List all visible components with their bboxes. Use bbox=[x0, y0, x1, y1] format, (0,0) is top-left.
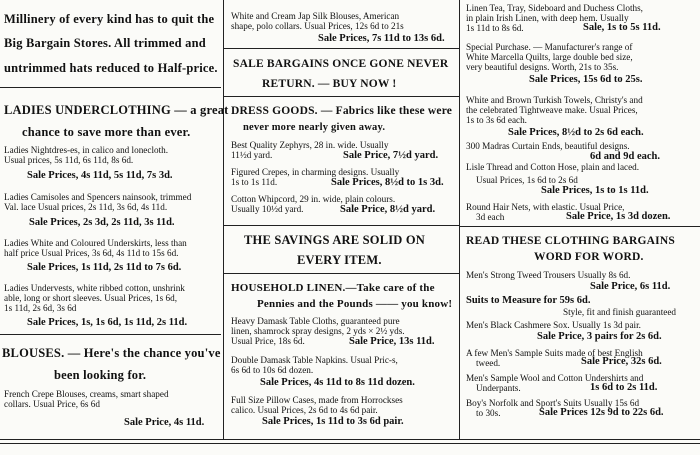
jap-silk-text-2: shape, polo collars. Usual Prices, 12s 6d to 21s bbox=[231, 21, 404, 31]
millinery-line-1: Millinery of every kind has to quit the bbox=[4, 12, 215, 26]
household-heading-2: Pennies and the Pounds —— you know! bbox=[257, 298, 453, 310]
french-crepe-text-1: French Crepe Blouses, creams, smart shaped bbox=[4, 389, 169, 399]
zephyrs-text-2: 11½d yard. bbox=[231, 150, 273, 160]
millinery-line-2: Big Bargain Stores. All trimmed and bbox=[4, 36, 206, 50]
jap-silk-sale-price: Sale Prices, 7s 11d to 13s 6d. bbox=[318, 33, 445, 44]
special-purchase-text-2: White Marcella Quilts, large double bed size, bbox=[466, 52, 633, 62]
millinery-line-3: untrimmed hats reduced to Half-price. bbox=[4, 61, 218, 75]
lisle-text-1: Lisle Thread and Cotton Hose, plain and laced. bbox=[466, 162, 640, 172]
pillow-cases-text-1: Full Size Pillow Cases, made from Horrockses bbox=[231, 395, 403, 405]
suits-offer: Suits to Measure for 59s 6d. bbox=[466, 295, 591, 306]
pillow-cases-sale-price: Sale Prices, 1s 11d to 3s 6d pair. bbox=[262, 416, 404, 427]
underskirts-sale-price: Sale Prices, 1s 11d, 2s 11d to 7s 6d. bbox=[27, 262, 182, 273]
damask-cloths-sale-price: Sale Price, 13s 11d. bbox=[349, 336, 435, 347]
bottom-rule-bottom bbox=[0, 443, 700, 444]
camisoles-text-1: Ladies Camisoles and Spencers nainsook, trimmed bbox=[4, 192, 192, 202]
madras-text: 300 Madras Curtain Ends, beautiful designs. bbox=[466, 141, 630, 151]
suits-note: Style, fit and finish guaranteed bbox=[563, 307, 677, 317]
section-divider bbox=[0, 334, 221, 335]
column-rule-left bbox=[223, 0, 224, 440]
lisle-text-2: Usual Prices, 1s 6d to 2s 6d bbox=[476, 175, 578, 185]
zephyrs-text-1: Best Quality Zephyrs, 28 in. wide. Usually bbox=[231, 140, 389, 150]
sample-suits-text-1: A few Men's Sample Suits made of best English bbox=[466, 348, 643, 358]
whipcord-text-1: Cotton Whipcord, 29 in. wide, plain colours. bbox=[231, 194, 396, 204]
undervests-text-2: able, long or short sleeves. Usual Prices, 1s 6d, bbox=[4, 293, 178, 303]
linen-tea-text-2: in plain Irish Linen, with deep hem. Usually bbox=[466, 13, 629, 23]
cashmere-text: Men's Black Cashmere Sox. Usually 1s 3d pair. bbox=[466, 320, 641, 330]
section-divider bbox=[460, 226, 700, 227]
underclothing-heading-2: chance to save more than ever. bbox=[22, 125, 191, 139]
underclothing-heading-1: LADIES UNDERCLOTHING — a great bbox=[4, 103, 229, 117]
section-divider bbox=[0, 87, 221, 88]
tweed-sale-price: Sale Price, 6s 11d. bbox=[590, 281, 671, 292]
nightdresses-sale-price: Sale Prices, 4s 11d, 5s 11d, 7s 3d. bbox=[27, 170, 173, 181]
undervests-sale-price: Sale Prices, 1s, 1s 6d, 1s 11d, 2s 11d. bbox=[27, 317, 188, 328]
crepes-text-1: Figured Crepes, in charming designs. Usually bbox=[231, 167, 400, 177]
banner-sale-bargains-2: RETURN. — BUY NOW ! bbox=[262, 78, 397, 90]
read-bargains-heading-2: WORD FOR WORD. bbox=[534, 251, 644, 263]
household-heading-1: HOUSEHOLD LINEN.—Take care of the bbox=[231, 282, 435, 294]
cashmere-sale-price: Sale Price, 3 pairs for 2s 6d. bbox=[537, 331, 662, 342]
napkins-text-1: Double Damask Table Napkins. Usual Pric-s, bbox=[231, 355, 398, 365]
whipcord-sale-price: Sale Price, 8½d yard. bbox=[340, 204, 436, 215]
section-divider bbox=[224, 273, 459, 274]
towels-text-3: 1s to 3s 6d each. bbox=[466, 115, 527, 125]
towels-text-2: the celebrated Tightweave make. Usual Prices, bbox=[466, 105, 638, 115]
sample-suits-sale-price: Sale Price, 32s 6d. bbox=[581, 356, 662, 367]
undervests-text-3: 1s 11d, 2s 6d, 3s 6d bbox=[4, 303, 77, 313]
underskirts-text-1: Ladies White and Coloured Underskirts, less than bbox=[4, 238, 187, 248]
dress-goods-heading-1: DRESS GOODS. — Fabrics like these were bbox=[231, 105, 453, 117]
section-divider bbox=[224, 96, 459, 97]
special-purchase-text-3: very beautiful designs. Worth, 21s to 35s. bbox=[466, 62, 619, 72]
blouses-heading-2: been looking for. bbox=[54, 368, 147, 382]
sample-suits-text-2: tweed. bbox=[476, 358, 501, 368]
wool-undershirts-sale-price: 1s 6d to 2s 11d. bbox=[590, 382, 658, 393]
damask-cloths-text-2: linen, shamrock spray designs, 2 yds × 2½ yds. bbox=[231, 326, 405, 336]
undervests-text-1: Ladies Undervests, white ribbed cotton, unshrink bbox=[4, 283, 185, 293]
boys-suits-text-2: to 30s. bbox=[476, 408, 501, 418]
hair-nets-text-2: 3d each bbox=[476, 212, 505, 222]
zephyrs-sale-price: Sale Price, 7½d yard. bbox=[343, 150, 439, 161]
crepes-sale-price: Sale Prices, 8½d to 1s 3d. bbox=[331, 177, 444, 188]
camisoles-text-2: Val. lace Usual prices, 2s 11d, 3s 6d, 4s 11d. bbox=[4, 202, 168, 212]
nightdresses-text-1: Ladies Nightdres-es, in calico and lonecloth. bbox=[4, 145, 169, 155]
pillow-cases-text-2: calico. Usual Prices, 2s 6d to 4s 6d pair. bbox=[231, 405, 378, 415]
napkins-sale-price: Sale Prices, 4s 11d to 8s 11d dozen. bbox=[260, 377, 415, 388]
jap-silk-text-1: White and Cream Jap Silk Blouses, American bbox=[231, 11, 400, 21]
damask-cloths-text-3: Usual Price, 18s 6d. bbox=[231, 336, 305, 346]
boys-suits-sale-price: Sale Prices 12s 9d to 22s 6d. bbox=[539, 407, 664, 418]
column-rule-right bbox=[459, 0, 460, 440]
underskirts-text-2: half price Usual Prices, 3s 6d, 4s 11d to 15s 6d. bbox=[4, 248, 179, 258]
special-purchase-sale-price: Sale Prices, 15s 6d to 25s. bbox=[529, 74, 643, 85]
tweed-text: Men's Strong Tweed Trousers Usually 8s 6d. bbox=[466, 270, 631, 280]
damask-cloths-text-1: Heavy Damask Table Cloths, guaranteed pure bbox=[231, 316, 400, 326]
blouses-heading-1: BLOUSES. — Here's the chance you've bbox=[2, 346, 221, 360]
french-crepe-text-2: collars. Usual Price, 6s 6d bbox=[4, 399, 100, 409]
read-bargains-heading-1: READ THESE CLOTHING BARGAINS bbox=[466, 235, 675, 247]
lisle-sale-price: Sale Prices, 1s to 1s 11d. bbox=[541, 185, 649, 196]
section-divider bbox=[224, 48, 459, 49]
whipcord-text-2: Usually 10½d yard. bbox=[231, 204, 304, 214]
dress-goods-heading-2: never more nearly given away. bbox=[243, 122, 386, 133]
hair-nets-sale-price: Sale Price, 1s 3d dozen. bbox=[566, 211, 671, 222]
towels-sale-price: Sale Prices, 8½d to 2s 6d each. bbox=[508, 127, 644, 138]
madras-sale-price: 6d and 9d each. bbox=[590, 151, 661, 162]
linen-tea-text-1: Linen Tea, Tray, Sideboard and Duchess Cloths, bbox=[466, 3, 643, 13]
hair-nets-text-1: Round Hair Nets, with elastic. Usual Price, bbox=[466, 202, 625, 212]
towels-text-1: White and Brown Turkish Towels, Christy's and bbox=[466, 95, 643, 105]
nightdresses-text-2: Usual prices, 5s 11d, 6s 11d, 8s 6d. bbox=[4, 155, 134, 165]
crepes-text-2: 1s to 1s 11d. bbox=[231, 177, 278, 187]
banner-sale-bargains-1: SALE BARGAINS ONCE GONE NEVER bbox=[233, 58, 449, 70]
wool-undershirts-text-2: Underpants. bbox=[476, 383, 521, 393]
special-purchase-text-1: Special Purchase. — Manufacturer's range of bbox=[466, 42, 633, 52]
napkins-text-2: 6s 6d to 10s 6d dozen. bbox=[231, 365, 314, 375]
section-divider bbox=[224, 225, 459, 226]
linen-tea-text-3: 1s 11d to 8s 6d. bbox=[466, 23, 524, 33]
banner-savings-2: EVERY ITEM. bbox=[297, 253, 382, 267]
linen-tea-sale-price: Sale, 1s to 5s 11d. bbox=[583, 22, 661, 33]
boys-suits-text-1: Boy's Norfolk and Sport's Suits Usually 15s 6d bbox=[466, 398, 640, 408]
banner-savings-1: THE SAVINGS ARE SOLID ON bbox=[244, 233, 426, 247]
french-crepe-sale-price: Sale Price, 4s 11d. bbox=[124, 417, 205, 428]
camisoles-sale-price: Sale Prices, 2s 3d, 2s 11d, 3s 11d. bbox=[29, 217, 175, 228]
bottom-rule-top bbox=[0, 439, 700, 440]
wool-undershirts-text-1: Men's Sample Wool and Cotton Undershirts and bbox=[466, 373, 644, 383]
